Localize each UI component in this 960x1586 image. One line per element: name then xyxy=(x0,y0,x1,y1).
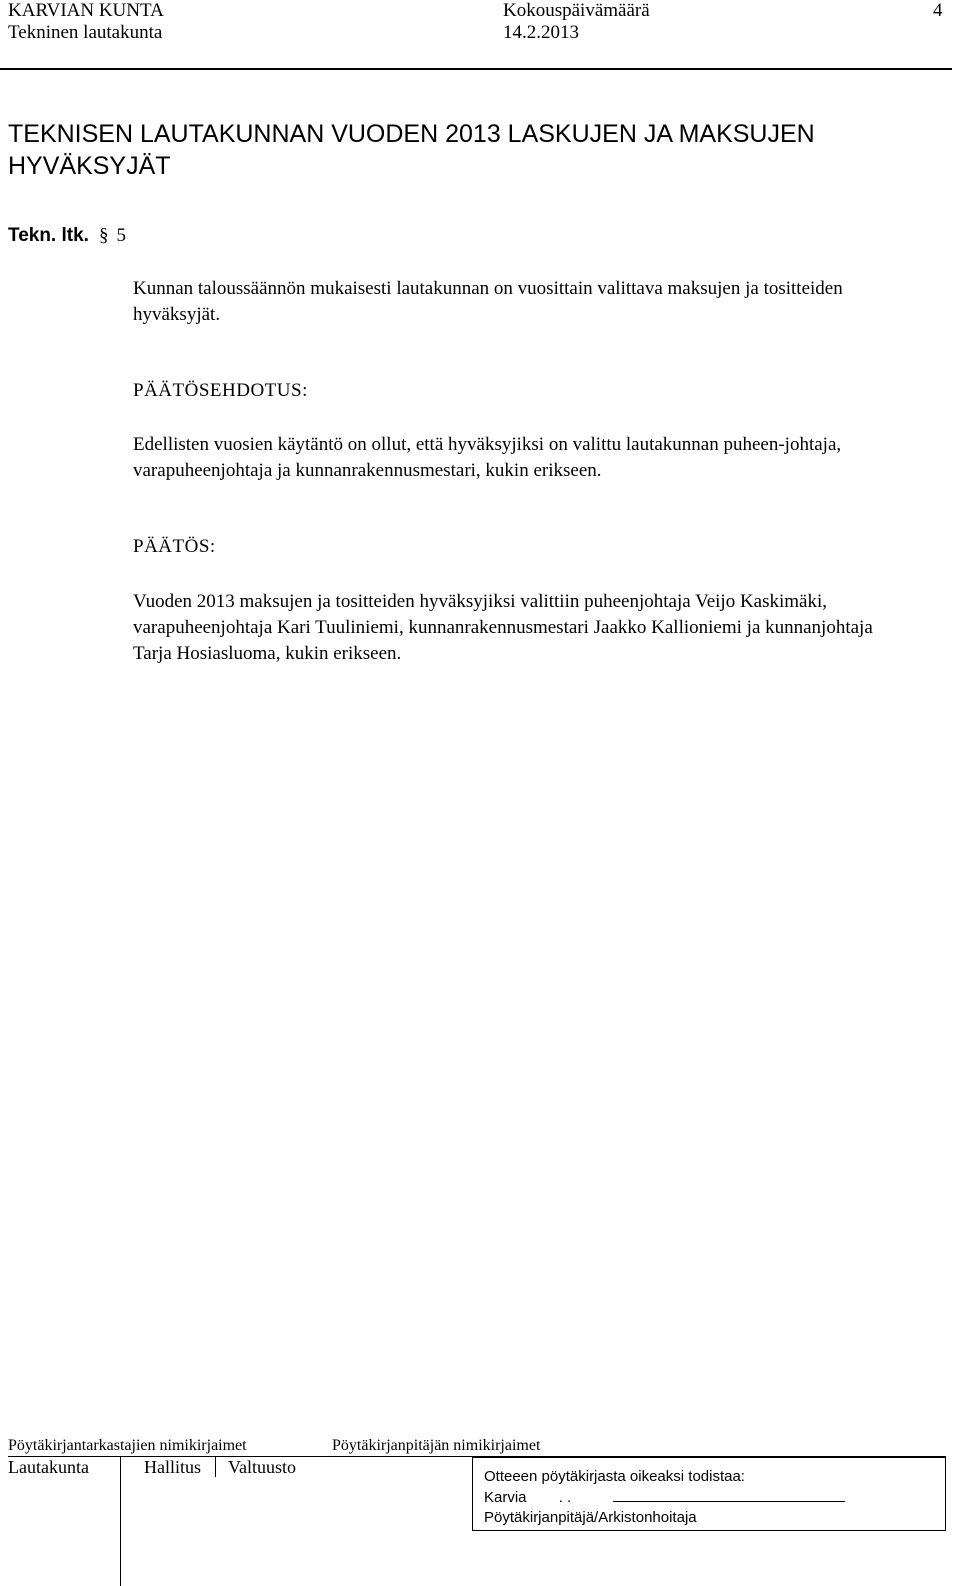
section-reference xyxy=(8,225,126,247)
header-divider xyxy=(0,68,952,70)
meeting-date-label: Kokouspäivämäärä xyxy=(503,0,650,21)
org-name: KARVIAN KUNTA xyxy=(8,0,164,21)
extract-certification-box xyxy=(472,1457,946,1531)
proposal-label: PÄÄTÖSEHDOTUS: xyxy=(133,380,308,401)
extract-date-dots: . . xyxy=(558,1489,572,1506)
signature-line xyxy=(613,1489,845,1502)
intro-paragraph: Kunnan taloussäännön mukaisesti lautakunnan on vuosittain valittava maksujen ja tositteiden hyväksyjät. xyxy=(133,278,843,325)
section-symbol: § xyxy=(98,225,109,246)
footer-column-divider xyxy=(120,1457,121,1586)
proposal-paragraph: Edellisten vuosien käytäntö on ollut, että hyväksyjiksi on valittu lautakunnan puheen-johtaja, varapuheenjohtaja ja kunnanrakennusmestari, kukin erikseen. xyxy=(133,434,842,481)
section-number: 5 xyxy=(116,225,126,246)
extract-place-date xyxy=(484,1489,845,1506)
footer-column-divider xyxy=(215,1457,216,1477)
page-title: TEKNISEN LAUTAKUNNAN VUODEN 2013 LASKUJEN JA MAKSUJEN HYVÄKSYJÄT xyxy=(8,120,815,180)
extract-place: Karvia xyxy=(484,1489,527,1506)
extract-title: Otteeen pöytäkirjasta oikeaksi todistaa: xyxy=(484,1468,745,1485)
page-number: 4 xyxy=(933,0,943,21)
extract-role: Pöytäkirjanpitäjä/Arkistonhoitaja xyxy=(484,1509,697,1526)
col-lautakunta: Lautakunta xyxy=(8,1457,89,1477)
keeper-signature-label: Pöytäkirjanpitäjän nimikirjaimet xyxy=(332,1437,541,1454)
section-ref-label: Tekn. ltk. xyxy=(8,225,89,246)
col-hallitus: Hallitus xyxy=(144,1457,201,1477)
meeting-date: 14.2.2013 xyxy=(503,22,579,43)
committee-name: Tekninen lautakunta xyxy=(8,22,163,43)
decision-paragraph: Vuoden 2013 maksujen ja tositteiden hyväksyjiksi valittiin puheenjohtaja Veijo Kaskimäki, varapuheenjohtaja Kari Tuuliniemi, kunnanrakennusmestari Jaakko Kallioniemi ja kunnanjohtaja Tarja Hosiasluoma, kukin erikseen. xyxy=(133,591,873,664)
col-valtuusto: Valtuusto xyxy=(228,1457,297,1477)
decision-label: PÄÄTÖS: xyxy=(133,536,216,557)
checkers-signatures-label: Pöytäkirjantarkastajien nimikirjaimet xyxy=(8,1437,247,1454)
